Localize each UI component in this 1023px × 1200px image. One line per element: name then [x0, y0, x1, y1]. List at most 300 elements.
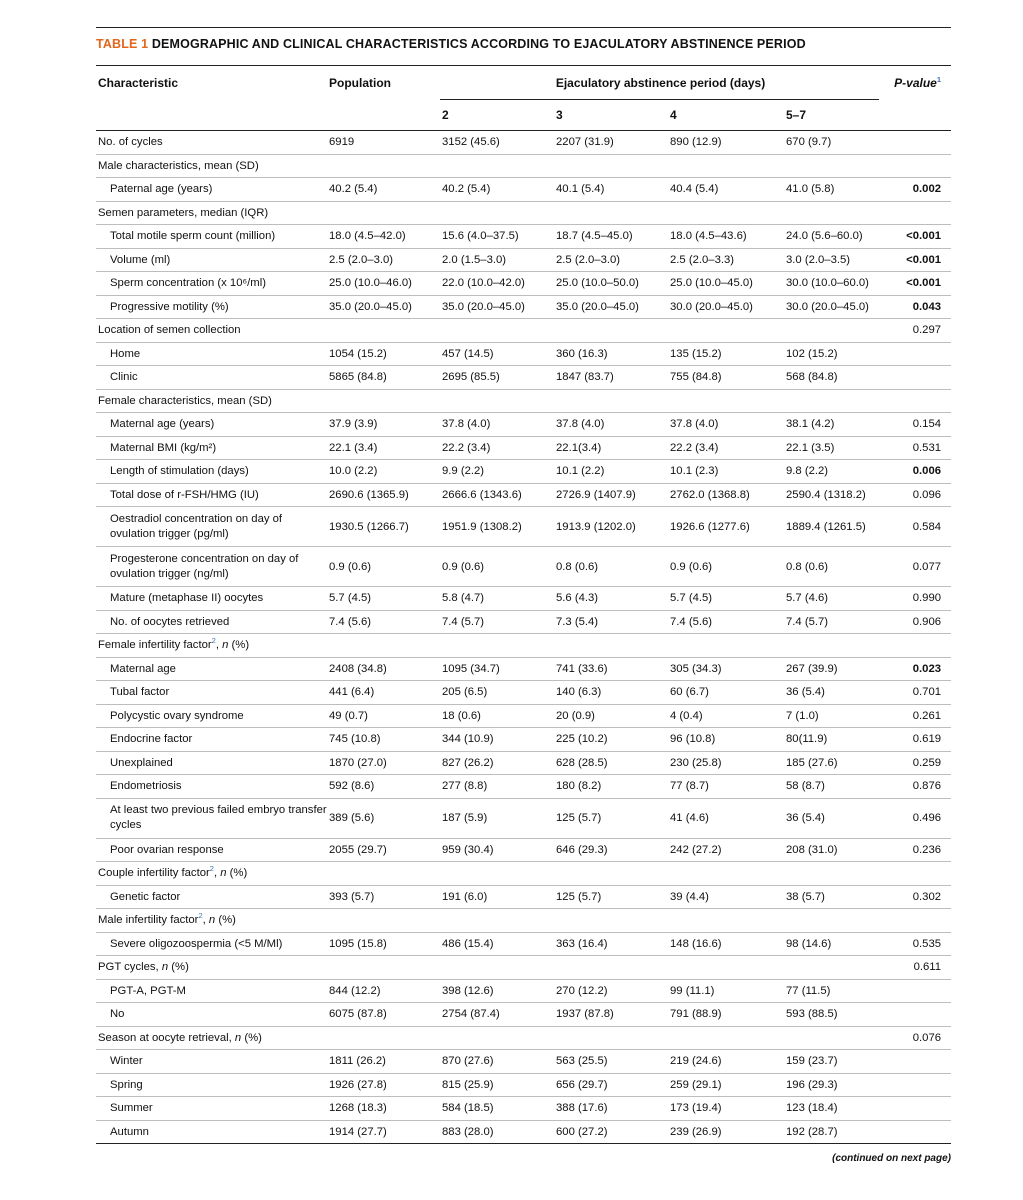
row-label: Progesterone concentration on day of ovulation trigger (ng/ml) — [96, 547, 327, 587]
row-value: 5865 (84.8) — [327, 366, 440, 390]
row-label: PGT-A, PGT-M — [96, 979, 327, 1003]
row-pvalue: <0.001 — [879, 272, 951, 296]
row-value: 2690.6 (1365.9) — [327, 483, 440, 507]
table-body — [96, 131, 951, 1144]
row-label: Volume (ml) — [96, 248, 327, 272]
row-value: 4 (0.4) — [668, 704, 784, 728]
row-value: 2.0 (1.5–3.0) — [440, 248, 554, 272]
row-pvalue — [879, 131, 951, 155]
row-value: 1095 (15.8) — [327, 932, 440, 956]
row-value: 398 (12.6) — [440, 979, 554, 1003]
row-value: 267 (39.9) — [784, 657, 879, 681]
row-value: 7.4 (5.6) — [327, 610, 440, 634]
row-pvalue: 0.259 — [879, 751, 951, 775]
table-row — [96, 704, 951, 728]
row-value: 148 (16.6) — [668, 932, 784, 956]
row-value: 40.1 (5.4) — [554, 178, 668, 202]
row-value: 5.7 (4.6) — [784, 587, 879, 611]
row-value: 2055 (29.7) — [327, 838, 440, 862]
row-value: 2726.9 (1407.9) — [554, 483, 668, 507]
row-value — [440, 319, 554, 343]
row-value: 2.5 (2.0–3.0) — [327, 248, 440, 272]
row-value: 5.8 (4.7) — [440, 587, 554, 611]
row-value: 563 (25.5) — [554, 1050, 668, 1074]
row-value — [327, 389, 440, 413]
row-value: 568 (84.8) — [784, 366, 879, 390]
row-value — [440, 956, 554, 980]
row-value: 1951.9 (1308.2) — [440, 507, 554, 547]
row-value: 219 (24.6) — [668, 1050, 784, 1074]
row-label: Polycystic ovary syndrome — [96, 704, 327, 728]
header-row-days — [96, 100, 951, 131]
row-value: 98 (14.6) — [784, 932, 879, 956]
row-value: 2762.0 (1368.8) — [668, 483, 784, 507]
row-value: 628 (28.5) — [554, 751, 668, 775]
row-value — [440, 634, 554, 658]
row-label: Progressive motility (%) — [96, 295, 327, 319]
row-value: 205 (6.5) — [440, 681, 554, 705]
row-value: 1937 (87.8) — [554, 1003, 668, 1027]
row-pvalue: 0.990 — [879, 587, 951, 611]
row-label: Winter — [96, 1050, 327, 1074]
table-row — [96, 319, 951, 343]
row-value: 22.1 (3.5) — [784, 436, 879, 460]
row-value — [668, 1026, 784, 1050]
row-value: 22.2 (3.4) — [440, 436, 554, 460]
row-value: 1930.5 (1266.7) — [327, 507, 440, 547]
row-pvalue: 0.023 — [879, 657, 951, 681]
table-row — [96, 225, 951, 249]
row-label: Maternal BMI (kg/m²) — [96, 436, 327, 460]
row-value: 1811 (26.2) — [327, 1050, 440, 1074]
row-value: 360 (16.3) — [554, 342, 668, 366]
row-pvalue: 0.006 — [879, 460, 951, 484]
table-row — [96, 131, 951, 155]
table-row — [96, 909, 951, 933]
row-label: Length of stimulation (days) — [96, 460, 327, 484]
row-value: 870 (27.6) — [440, 1050, 554, 1074]
row-pvalue — [879, 1050, 951, 1074]
row-value — [668, 862, 784, 886]
row-value: 185 (27.6) — [784, 751, 879, 775]
row-label: Oestradiol concentration on day of ovulation trigger (pg/ml) — [96, 507, 327, 547]
row-label: Male infertility factor$^2$, n (%) — [96, 909, 327, 933]
row-pvalue: 0.611 — [879, 956, 951, 980]
row-value: 1913.9 (1202.0) — [554, 507, 668, 547]
row-value: 593 (88.5) — [784, 1003, 879, 1027]
row-value — [327, 319, 440, 343]
row-value — [554, 862, 668, 886]
row-value: 890 (12.9) — [668, 131, 784, 155]
row-value: 230 (25.8) — [668, 751, 784, 775]
row-value: 1926 (27.8) — [327, 1073, 440, 1097]
row-pvalue: <0.001 — [879, 225, 951, 249]
table-row — [96, 775, 951, 799]
row-value: 41.0 (5.8) — [784, 178, 879, 202]
table-row — [96, 610, 951, 634]
table-row — [96, 483, 951, 507]
table-row — [96, 248, 951, 272]
row-value — [554, 1026, 668, 1050]
table-row — [96, 885, 951, 909]
row-value: 1870 (27.0) — [327, 751, 440, 775]
row-label: Season at oocyte retrieval, n (%) — [96, 1026, 327, 1050]
row-value: 35.0 (20.0–45.0) — [327, 295, 440, 319]
table-row — [96, 295, 951, 319]
row-value: 173 (19.4) — [668, 1097, 784, 1121]
table-row — [96, 751, 951, 775]
table-row — [96, 154, 951, 178]
row-value: 363 (16.4) — [554, 932, 668, 956]
row-value: 6075 (87.8) — [327, 1003, 440, 1027]
row-value — [668, 389, 784, 413]
row-label: Unexplained — [96, 751, 327, 775]
row-label: Maternal age (years) — [96, 413, 327, 437]
row-value: 239 (26.9) — [668, 1120, 784, 1144]
table-row — [96, 366, 951, 390]
row-pvalue: <0.001 — [879, 248, 951, 272]
row-value: 646 (29.3) — [554, 838, 668, 862]
table-row — [96, 1026, 951, 1050]
row-label: Genetic factor — [96, 885, 327, 909]
row-value — [668, 154, 784, 178]
row-value: 159 (23.7) — [784, 1050, 879, 1074]
row-value: 9.9 (2.2) — [440, 460, 554, 484]
row-value: 0.8 (0.6) — [554, 547, 668, 587]
row-pvalue: 0.077 — [879, 547, 951, 587]
row-value — [784, 201, 879, 225]
row-value: 2754 (87.4) — [440, 1003, 554, 1027]
row-pvalue — [879, 201, 951, 225]
row-value — [668, 319, 784, 343]
table-row — [96, 728, 951, 752]
row-value: 99 (11.1) — [668, 979, 784, 1003]
row-value: 7.3 (5.4) — [554, 610, 668, 634]
table-row — [96, 389, 951, 413]
row-value — [668, 634, 784, 658]
table-row — [96, 798, 951, 838]
row-value: 58 (8.7) — [784, 775, 879, 799]
row-label: Severe oligozoospermia (<5 M/Ml) — [96, 932, 327, 956]
row-value: 3152 (45.6) — [440, 131, 554, 155]
header-day-5-7: 5–7 — [784, 100, 879, 131]
row-value: 7.4 (5.6) — [668, 610, 784, 634]
row-pvalue: 0.535 — [879, 932, 951, 956]
row-value: 1095 (34.7) — [440, 657, 554, 681]
table-row — [96, 1050, 951, 1074]
row-pvalue: 0.496 — [879, 798, 951, 838]
row-value — [668, 909, 784, 933]
row-label: Maternal age — [96, 657, 327, 681]
row-pvalue — [879, 1120, 951, 1144]
row-value: 125 (5.7) — [554, 798, 668, 838]
row-value: 22.0 (10.0–42.0) — [440, 272, 554, 296]
row-value — [784, 154, 879, 178]
row-value: 1889.4 (1261.5) — [784, 507, 879, 547]
row-label: Mature (metaphase II) oocytes — [96, 587, 327, 611]
row-value: 187 (5.9) — [440, 798, 554, 838]
row-value — [554, 909, 668, 933]
row-label: Spring — [96, 1073, 327, 1097]
row-value: 40.4 (5.4) — [668, 178, 784, 202]
table-row — [96, 272, 951, 296]
row-value: 1054 (15.2) — [327, 342, 440, 366]
row-pvalue — [879, 342, 951, 366]
table-row — [96, 342, 951, 366]
top-rule — [96, 27, 951, 28]
table-row — [96, 634, 951, 658]
header-day-2: 2 — [440, 100, 554, 131]
header-day-3: 3 — [554, 100, 668, 131]
row-value: 38.1 (4.2) — [784, 413, 879, 437]
row-label: Home — [96, 342, 327, 366]
row-pvalue: 0.154 — [879, 413, 951, 437]
row-label: Location of semen collection — [96, 319, 327, 343]
row-value: 2207 (31.9) — [554, 131, 668, 155]
row-value: 22.1(3.4) — [554, 436, 668, 460]
row-value: 36 (5.4) — [784, 681, 879, 705]
row-value: 30.0 (10.0–60.0) — [784, 272, 879, 296]
row-value: 7 (1.0) — [784, 704, 879, 728]
row-value: 37.9 (3.9) — [327, 413, 440, 437]
header-characteristic: Characteristic — [98, 75, 179, 90]
table-row — [96, 201, 951, 225]
row-label: Paternal age (years) — [96, 178, 327, 202]
row-value: 277 (8.8) — [440, 775, 554, 799]
row-value — [554, 389, 668, 413]
row-pvalue — [879, 909, 951, 933]
row-value: 7.4 (5.7) — [784, 610, 879, 634]
row-value — [784, 862, 879, 886]
row-value: 9.8 (2.2) — [784, 460, 879, 484]
table-row — [96, 1073, 951, 1097]
table-row — [96, 932, 951, 956]
row-value: 30.0 (20.0–45.0) — [784, 295, 879, 319]
row-label: PGT cycles, n (%) — [96, 956, 327, 980]
row-value: 7.4 (5.7) — [440, 610, 554, 634]
row-value: 2666.6 (1343.6) — [440, 483, 554, 507]
row-value — [784, 909, 879, 933]
row-label: Clinic — [96, 366, 327, 390]
row-pvalue: 0.096 — [879, 483, 951, 507]
row-value: 959 (30.4) — [440, 838, 554, 862]
row-value: 60 (6.7) — [668, 681, 784, 705]
row-label: Couple infertility factor$^2$, n (%) — [96, 862, 327, 886]
row-label: Autumn — [96, 1120, 327, 1144]
table-row — [96, 1097, 951, 1121]
row-pvalue: 0.619 — [879, 728, 951, 752]
row-value: 18 (0.6) — [440, 704, 554, 728]
row-value: 0.9 (0.6) — [668, 547, 784, 587]
row-value — [327, 862, 440, 886]
row-value: 5.7 (4.5) — [327, 587, 440, 611]
row-pvalue: 0.876 — [879, 775, 951, 799]
row-pvalue — [879, 389, 951, 413]
row-value: 5.6 (4.3) — [554, 587, 668, 611]
row-value: 180 (8.2) — [554, 775, 668, 799]
row-value: 1847 (83.7) — [554, 366, 668, 390]
row-value: 0.9 (0.6) — [440, 547, 554, 587]
row-value — [554, 956, 668, 980]
row-pvalue: 0.531 — [879, 436, 951, 460]
row-label: Semen parameters, median (IQR) — [96, 201, 327, 225]
row-value — [327, 1026, 440, 1050]
table-row — [96, 657, 951, 681]
row-label: Tubal factor — [96, 681, 327, 705]
row-value: 305 (34.3) — [668, 657, 784, 681]
row-value: 22.2 (3.4) — [668, 436, 784, 460]
row-value: 270 (12.2) — [554, 979, 668, 1003]
row-pvalue: 0.701 — [879, 681, 951, 705]
row-pvalue: 0.584 — [879, 507, 951, 547]
table-row — [96, 681, 951, 705]
row-value: 6919 — [327, 131, 440, 155]
row-value — [327, 909, 440, 933]
row-value: 191 (6.0) — [440, 885, 554, 909]
row-value: 37.8 (4.0) — [440, 413, 554, 437]
row-value: 36 (5.4) — [784, 798, 879, 838]
row-pvalue: 0.236 — [879, 838, 951, 862]
row-pvalue — [879, 979, 951, 1003]
row-value — [440, 389, 554, 413]
row-pvalue: 0.302 — [879, 885, 951, 909]
row-value: 0.9 (0.6) — [327, 547, 440, 587]
row-value: 22.1 (3.4) — [327, 436, 440, 460]
row-value: 18.0 (4.5–43.6) — [668, 225, 784, 249]
row-value: 192 (28.7) — [784, 1120, 879, 1144]
row-value — [554, 154, 668, 178]
row-value: 125 (5.7) — [554, 885, 668, 909]
row-label: Endometriosis — [96, 775, 327, 799]
row-value: 80(11.9) — [784, 728, 879, 752]
table-row — [96, 838, 951, 862]
row-pvalue — [879, 154, 951, 178]
row-label: Male characteristics, mean (SD) — [96, 154, 327, 178]
header-abstinence-period: Ejaculatory abstinence period (days) — [440, 66, 879, 100]
row-value: 1914 (27.7) — [327, 1120, 440, 1144]
table-row — [96, 436, 951, 460]
row-value — [784, 956, 879, 980]
row-value — [440, 862, 554, 886]
table-row — [96, 862, 951, 886]
row-pvalue: 0.076 — [879, 1026, 951, 1050]
row-value: 30.0 (20.0–45.0) — [668, 295, 784, 319]
row-value: 388 (17.6) — [554, 1097, 668, 1121]
row-value: 791 (88.9) — [668, 1003, 784, 1027]
row-value: 20 (0.9) — [554, 704, 668, 728]
row-value: 441 (6.4) — [327, 681, 440, 705]
row-pvalue — [879, 634, 951, 658]
row-value: 2.5 (2.0–3.3) — [668, 248, 784, 272]
table-row — [96, 1003, 951, 1027]
header-pvalue: P-value$^1$ — [894, 74, 942, 90]
table-row — [96, 979, 951, 1003]
row-value: 40.2 (5.4) — [440, 178, 554, 202]
row-value — [554, 634, 668, 658]
row-value: 25.0 (10.0–50.0) — [554, 272, 668, 296]
row-value: 844 (12.2) — [327, 979, 440, 1003]
row-label: No. of cycles — [96, 131, 327, 155]
table-title: DEMOGRAPHIC AND CLINICAL CHARACTERISTICS ACCORDING TO EJACULATORY ABSTINENCE PERIOD — [151, 37, 806, 51]
table-row — [96, 587, 951, 611]
row-value: 24.0 (5.6–60.0) — [784, 225, 879, 249]
row-pvalue — [879, 366, 951, 390]
row-pvalue — [879, 1073, 951, 1097]
row-value — [784, 389, 879, 413]
row-value: 49 (0.7) — [327, 704, 440, 728]
row-value — [440, 1026, 554, 1050]
row-value: 10.0 (2.2) — [327, 460, 440, 484]
row-value: 10.1 (2.2) — [554, 460, 668, 484]
table-caption — [96, 37, 951, 53]
row-value: 10.1 (2.3) — [668, 460, 784, 484]
row-value: 225 (10.2) — [554, 728, 668, 752]
row-value — [327, 201, 440, 225]
row-value: 196 (29.3) — [784, 1073, 879, 1097]
row-pvalue — [879, 1097, 951, 1121]
row-value: 96 (10.8) — [668, 728, 784, 752]
row-label: Female characteristics, mean (SD) — [96, 389, 327, 413]
row-value: 745 (10.8) — [327, 728, 440, 752]
row-value: 827 (26.2) — [440, 751, 554, 775]
row-label: Endocrine factor — [96, 728, 327, 752]
row-value: 208 (31.0) — [784, 838, 879, 862]
row-value: 123 (18.4) — [784, 1097, 879, 1121]
row-value: 37.8 (4.0) — [668, 413, 784, 437]
row-value: 3.0 (2.0–3.5) — [784, 248, 879, 272]
row-label: At least two previous failed embryo transfer cycles — [96, 798, 327, 838]
row-value: 2408 (34.8) — [327, 657, 440, 681]
row-value: 38 (5.7) — [784, 885, 879, 909]
row-value: 35.0 (20.0–45.0) — [554, 295, 668, 319]
row-value: 37.8 (4.0) — [554, 413, 668, 437]
row-value — [327, 154, 440, 178]
row-pvalue: 0.002 — [879, 178, 951, 202]
row-pvalue: 0.043 — [879, 295, 951, 319]
row-value — [668, 956, 784, 980]
table-row — [96, 413, 951, 437]
row-value: 242 (27.2) — [668, 838, 784, 862]
table-number: TABLE 1 — [96, 37, 149, 51]
row-value: 2590.4 (1318.2) — [784, 483, 879, 507]
row-value — [554, 319, 668, 343]
row-value: 344 (10.9) — [440, 728, 554, 752]
row-value — [784, 1026, 879, 1050]
row-value: 0.8 (0.6) — [784, 547, 879, 587]
row-label: No — [96, 1003, 327, 1027]
row-value: 741 (33.6) — [554, 657, 668, 681]
table-row — [96, 460, 951, 484]
row-value: 592 (8.6) — [327, 775, 440, 799]
header-day-4: 4 — [668, 100, 784, 131]
row-value: 883 (28.0) — [440, 1120, 554, 1144]
row-value: 584 (18.5) — [440, 1097, 554, 1121]
row-value: 25.0 (10.0–46.0) — [327, 272, 440, 296]
row-label: Total motile sperm count (million) — [96, 225, 327, 249]
header-population: Population — [329, 75, 391, 90]
row-value: 600 (27.2) — [554, 1120, 668, 1144]
row-value — [327, 956, 440, 980]
row-value — [784, 319, 879, 343]
row-value: 1268 (18.3) — [327, 1097, 440, 1121]
row-value: 41 (4.6) — [668, 798, 784, 838]
header-row-primary — [96, 66, 951, 100]
row-label: Female infertility factor$^2$, n (%) — [96, 634, 327, 658]
row-label: Summer — [96, 1097, 327, 1121]
row-value: 25.0 (10.0–45.0) — [668, 272, 784, 296]
row-value — [327, 634, 440, 658]
row-value: 389 (5.6) — [327, 798, 440, 838]
